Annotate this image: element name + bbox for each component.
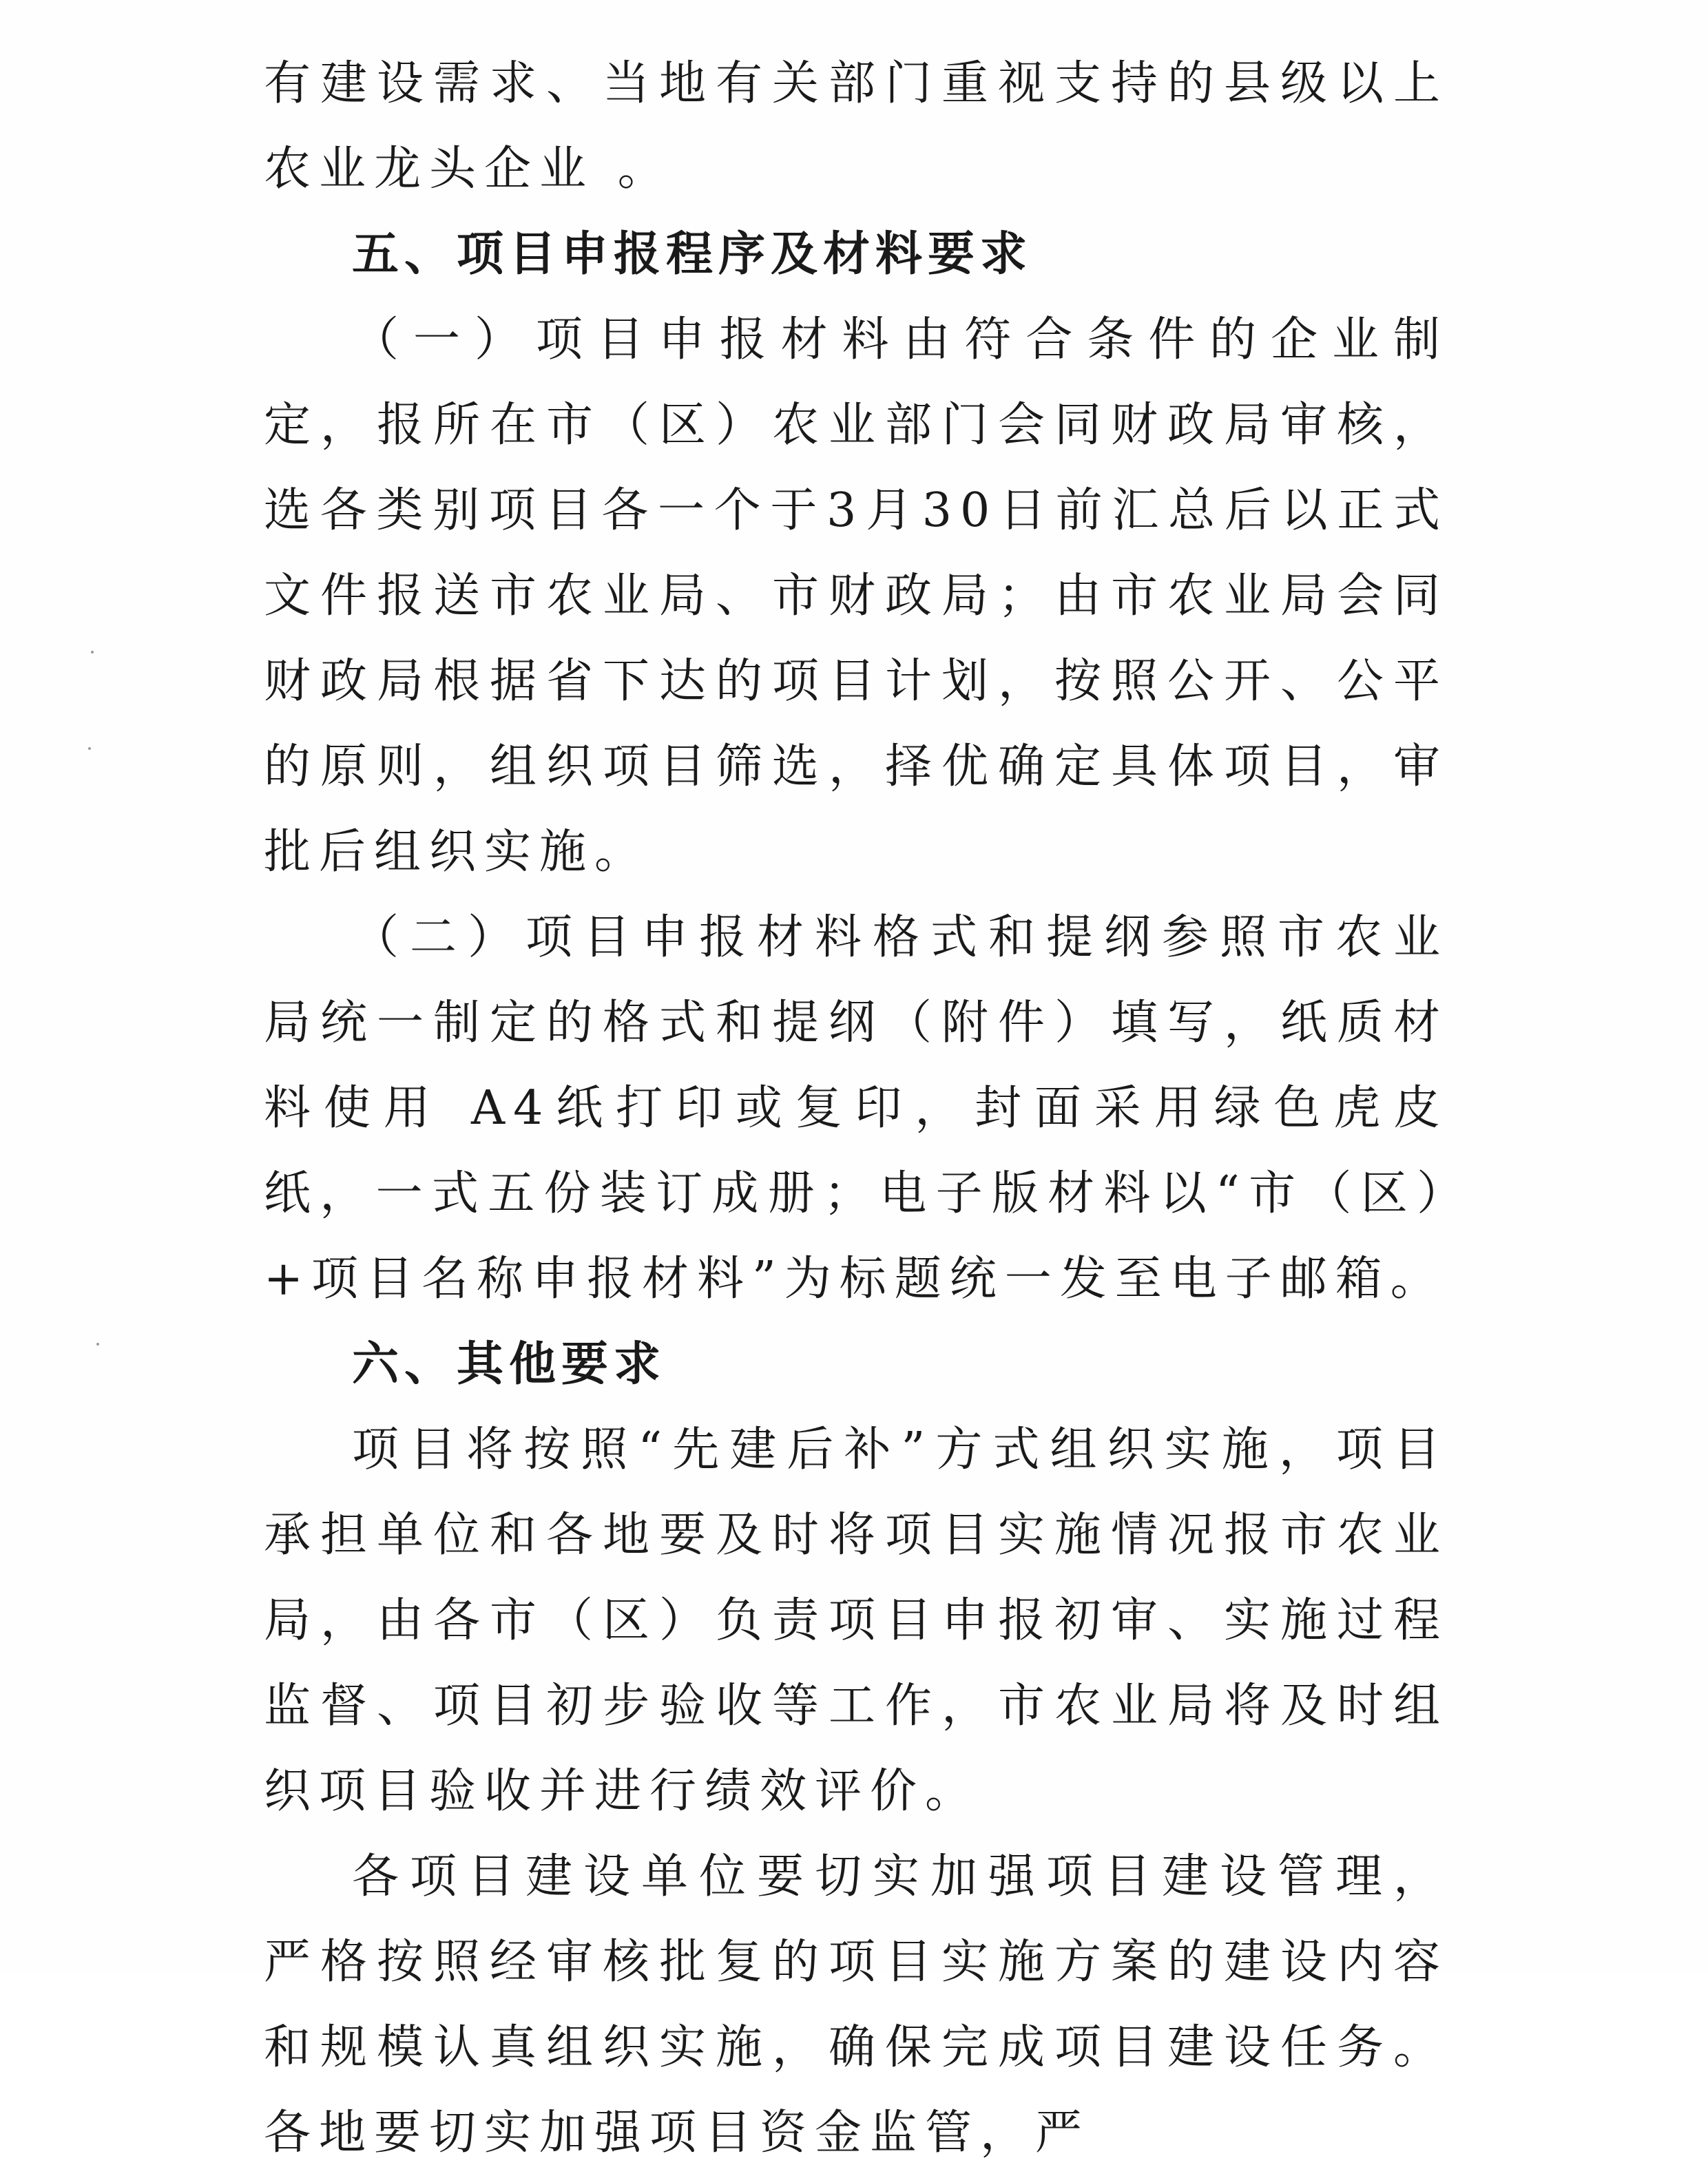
paragraph-other-2: 各项目建设单位要切实加强项目建设管理，严格按照经审核批复的项目实施方案的建设内容和规模认真组织实施，确保完成项目建设任务。各地要切实加强项目资金监管，严 (264, 1850, 1448, 2160)
document-body (264, 41, 1448, 2176)
scan-speck (96, 1343, 99, 1346)
paragraph-item-2: （二）项目申报材料格式和提纲参照市农业局统一制定的格式和提纲（附件）填写，纸质材料使用 A4纸打印或复印，封面采用绿色虎皮纸，一式五份装订成册；电子版材料以“市（区）+项目名称申报材料”为标题统一发至电子邮箱。 (264, 910, 1448, 1306)
section-heading-5: 五、项目申报程序及材料要求 (352, 227, 1033, 282)
paragraph-continuation: 有建设需求、当地有关部门重视支持的县级以上农业龙头企业 。 (264, 56, 1448, 196)
scan-speck (88, 747, 91, 750)
section-heading-6: 六、其他要求 (352, 1337, 667, 1392)
scan-speck (91, 651, 94, 653)
paragraph-item-1: （一）项目申报材料由符合条件的企业制定，报所在市（区）农业部门会同财政局审核，选各类别项目各一个于3月30日前汇总后以正式文件报送市农业局、市财政局；由市农业局会同财政局根据省下达的项目计划，按照公开、公平的原则，组织项目筛选，择优确定具体项目，审批后组织实施。 (264, 313, 1448, 879)
paragraph-other-1: 项目将按照“先建后补”方式组织实施，项目承担单位和各地要及时将项目实施情况报市农业局，由各市（区）负责项目申报初审、实施过程监督、项目初步验收等工作，市农业局将及时组织项目验收并进行绩效评价。 (264, 1423, 1448, 1819)
